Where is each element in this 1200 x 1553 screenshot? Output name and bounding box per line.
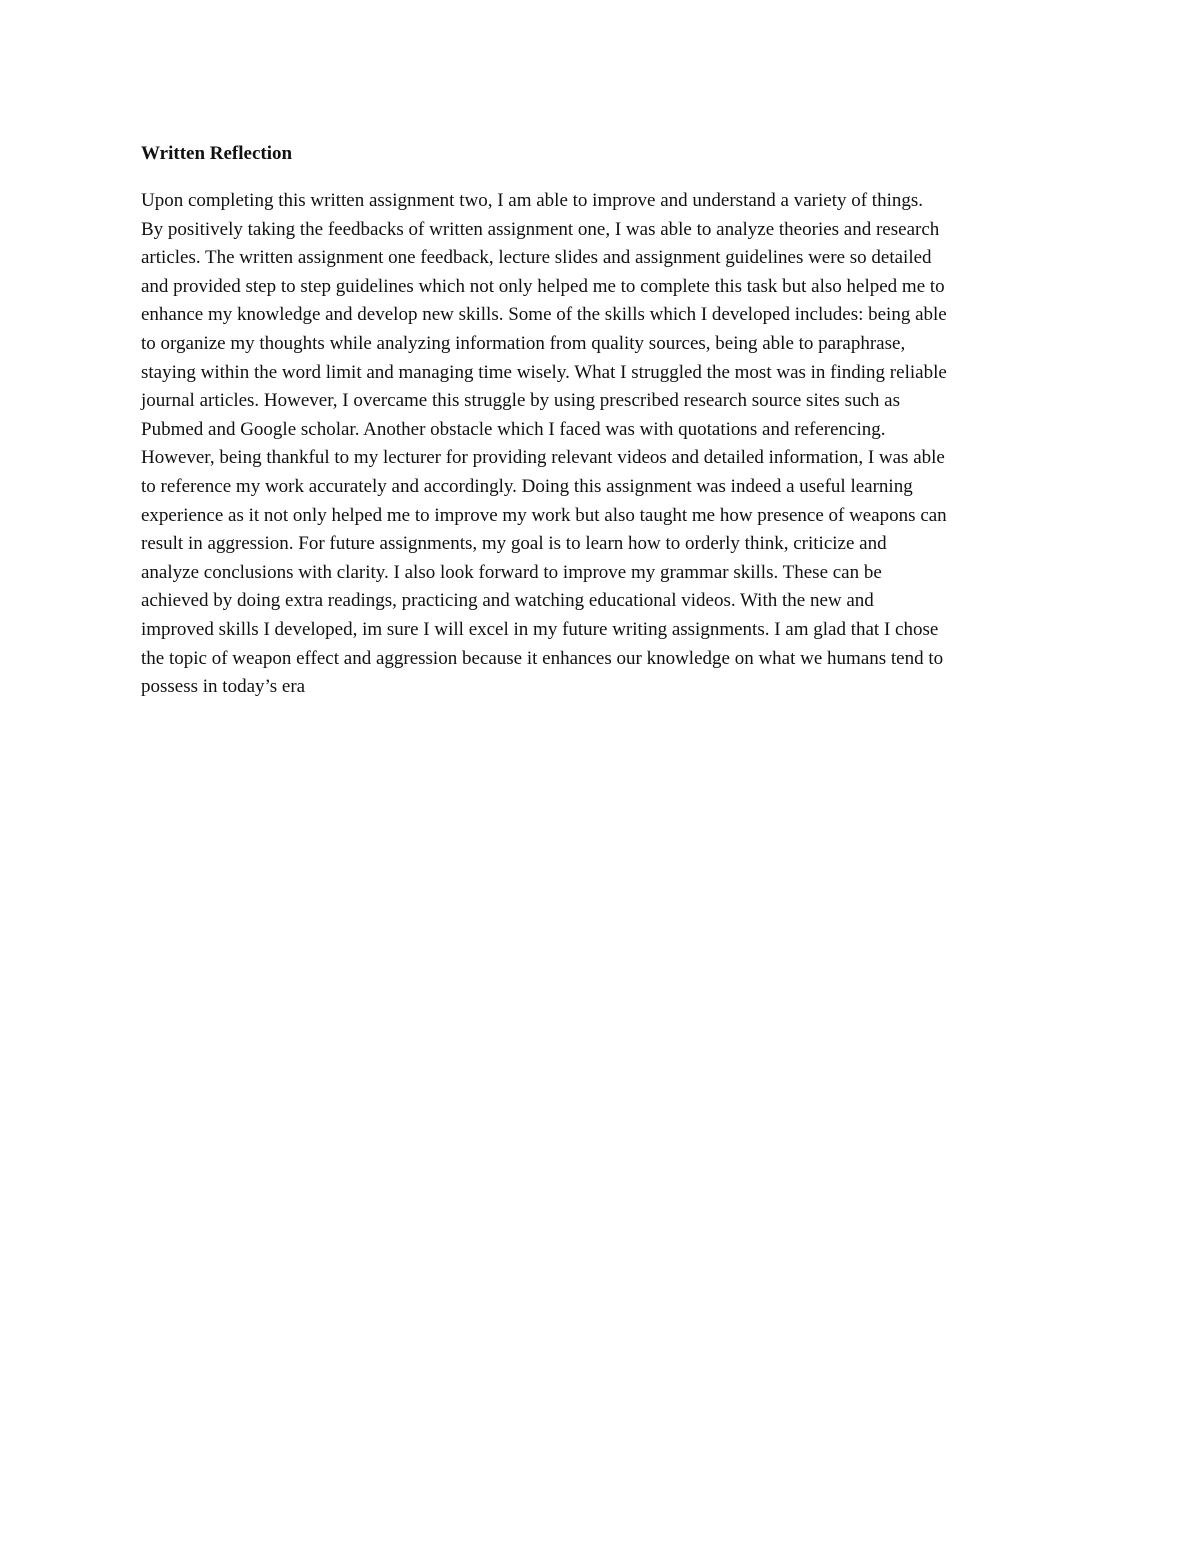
paragraph-line: result in aggression. For future assignments, my goal is to learn how to orderly think, criticize and xyxy=(141,533,887,555)
paragraph-line: analyze conclusions with clarity. I also look forward to improve my grammar skills. These can be xyxy=(141,561,882,583)
reflection-paragraph xyxy=(141,187,1071,702)
paragraph-line: journal articles. However, I overcame this struggle by using prescribed research source sites such as xyxy=(141,390,900,412)
paragraph-line: experience as it not only helped me to improve my work but also taught me how presence of weapons can xyxy=(141,504,947,526)
paragraph-line: However, being thankful to my lecturer for providing relevant videos and detailed information, I was able xyxy=(141,447,945,469)
paragraph-line: Pubmed and Google scholar. Another obstacle which I faced was with quotations and referencing. xyxy=(141,418,886,440)
paragraph-line: articles. The written assignment one feedback, lecture slides and assignment guidelines were so detailed xyxy=(141,247,932,269)
document-title: Written Reflection xyxy=(141,143,293,164)
paragraph-line: to organize my thoughts while analyzing information from quality sources, being able to paraphrase, xyxy=(141,332,906,354)
paragraph-line: to reference my work accurately and accordingly. Doing this assignment was indeed a useful learning xyxy=(141,475,913,497)
paragraph-line: enhance my knowledge and develop new skills. Some of the skills which I developed includes: being able xyxy=(141,304,947,326)
paragraph-line: the topic of weapon effect and aggression because it enhances our knowledge on what we humans tend to xyxy=(141,647,944,669)
paragraph-line: staying within the word limit and managing time wisely. What I struggled the most was in finding reliable xyxy=(141,361,947,383)
paragraph-line: improved skills I developed, im sure I will excel in my future writing assignments. I am glad that I chose xyxy=(141,618,939,640)
paragraph-line: achieved by doing extra readings, practicing and watching educational videos. With the new and xyxy=(141,590,874,612)
paragraph-line: and provided step to step guidelines which not only helped me to complete this task but also helped me to xyxy=(141,275,945,297)
paragraph-line: By positively taking the feedbacks of written assignment one, I was able to analyze theories and research xyxy=(141,218,940,240)
paragraph-line: possess in today’s era xyxy=(141,676,306,698)
paragraph-line: Upon completing this written assignment two, I am able to improve and understand a variety of things. xyxy=(141,190,924,211)
document-content xyxy=(141,140,1071,702)
